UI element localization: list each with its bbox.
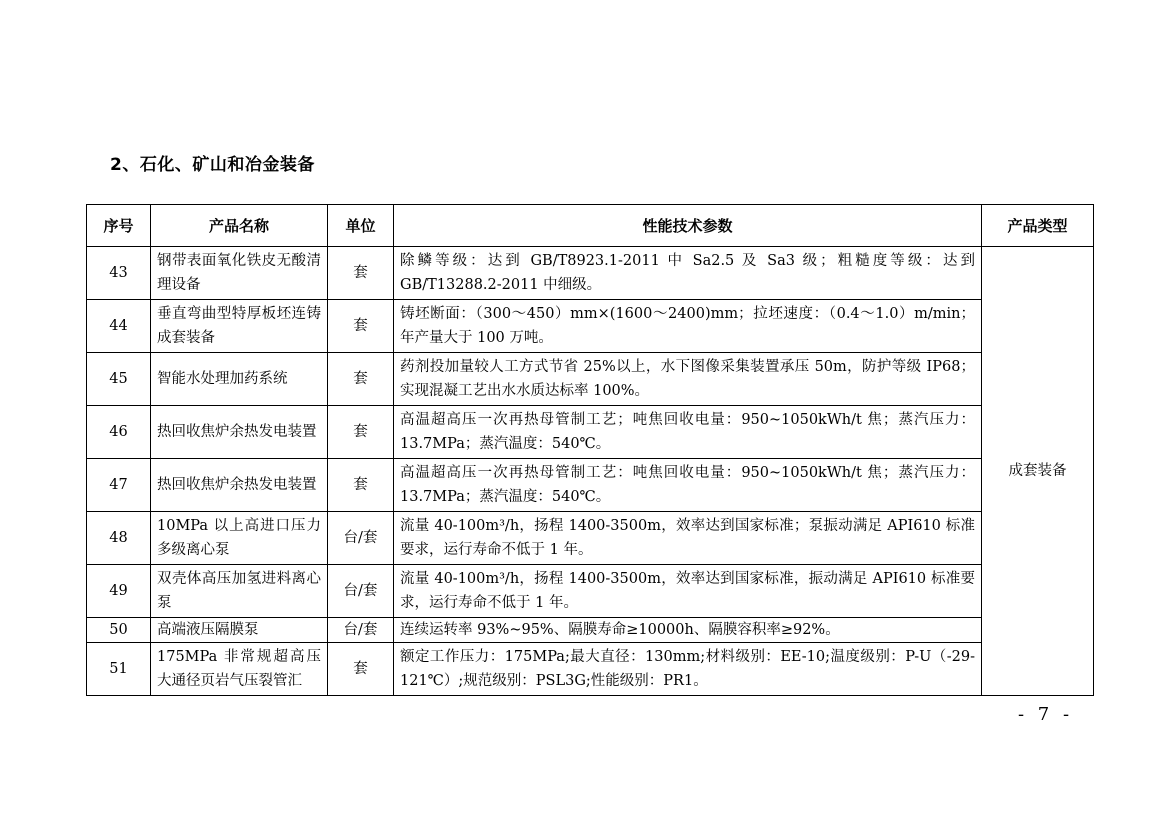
row-unit: 台/套: [328, 512, 394, 565]
row-no: 46: [87, 406, 151, 459]
row-spec: 高温超高压一次再热母管制工艺：吨焦回收电量：950~1050kWh/t 焦；蒸汽压力：13.7MPa；蒸汽温度：540℃。: [394, 459, 982, 512]
row-category: 成套装备: [982, 247, 1094, 696]
row-spec: 铸坯断面：（300～450）mm×(1600～2400)mm；拉坯速度：（0.4～1.0）m/min；年产量大于 100 万吨。: [394, 300, 982, 353]
row-unit: 套: [328, 300, 394, 353]
row-no: 47: [87, 459, 151, 512]
row-spec: 流量 40-100m³/h，扬程 1400-3500m，效率达到国家标准；泵振动满足 API610 标准要求，运行寿命不低于 1 年。: [394, 512, 982, 565]
row-spec: 额定工作压力：175MPa;最大直径：130mm;材料级别：EE-10;温度级别：P-U（-29-121℃）;规范级别：PSL3G;性能级别：PR1。: [394, 643, 982, 696]
table-row: [87, 353, 1094, 406]
table-row: [87, 247, 1094, 300]
page-number: - 7 -: [1018, 704, 1074, 725]
table-row: [87, 459, 1094, 512]
equipment-table: [86, 204, 1094, 696]
row-spec: 高温超高压一次再热母管制工艺；吨焦回收电量：950~1050kWh/t 焦；蒸汽压力：13.7MPa；蒸汽温度：540℃。: [394, 406, 982, 459]
row-no: 48: [87, 512, 151, 565]
row-name: 智能水处理加药系统: [151, 353, 328, 406]
row-no: 44: [87, 300, 151, 353]
row-no: 49: [87, 565, 151, 618]
row-name: 钢带表面氧化铁皮无酸清理设备: [151, 247, 328, 300]
table-row: [87, 512, 1094, 565]
row-unit: 套: [328, 459, 394, 512]
row-unit: 套: [328, 247, 394, 300]
row-name: 10MPa 以上高进口压力多级离心泵: [151, 512, 328, 565]
row-name: 双壳体高压加氢进料离心泵: [151, 565, 328, 618]
row-name: 垂直弯曲型特厚板坯连铸成套装备: [151, 300, 328, 353]
section-title: 2、石化、矿山和冶金装备: [110, 155, 315, 175]
header-no: 序号: [87, 205, 151, 247]
row-name: 热回收焦炉余热发电装置: [151, 406, 328, 459]
table-row: [87, 406, 1094, 459]
header-category: 产品类型: [982, 205, 1094, 247]
header-spec: 性能技术参数: [394, 205, 982, 247]
row-spec: 除鳞等级：达到 GB/T8923.1-2011 中 Sa2.5 及 Sa3 级；粗糙度等级：达到 GB/T13288.2-2011 中细级。: [394, 247, 982, 300]
table-row: [87, 565, 1094, 618]
row-spec: 药剂投加量较人工方式节省 25%以上，水下图像采集装置承压 50m，防护等级 IP68；实现混凝工艺出水水质达标率 100%。: [394, 353, 982, 406]
row-unit: 套: [328, 353, 394, 406]
row-unit: 套: [328, 643, 394, 696]
row-spec: 流量 40-100m³/h，扬程 1400-3500m，效率达到国家标准，振动满足 API610 标准要求，运行寿命不低于 1 年。: [394, 565, 982, 618]
row-no: 50: [87, 618, 151, 643]
header-name: 产品名称: [151, 205, 328, 247]
row-no: 51: [87, 643, 151, 696]
row-name: 高端液压隔膜泵: [151, 618, 328, 643]
row-spec: 连续运转率 93%~95%、隔膜寿命≥10000h、隔膜容积率≥92%。: [394, 618, 982, 643]
row-unit: 套: [328, 406, 394, 459]
header-unit: 单位: [328, 205, 394, 247]
row-no: 45: [87, 353, 151, 406]
table-header-row: [87, 205, 1094, 247]
row-no: 43: [87, 247, 151, 300]
table-row: [87, 643, 1094, 696]
row-name: 175MPa 非常规超高压大通径页岩气压裂管汇: [151, 643, 328, 696]
row-unit: 台/套: [328, 618, 394, 643]
row-unit: 台/套: [328, 565, 394, 618]
row-name: 热回收焦炉余热发电装置: [151, 459, 328, 512]
table-row: [87, 300, 1094, 353]
table-row: [87, 618, 1094, 643]
